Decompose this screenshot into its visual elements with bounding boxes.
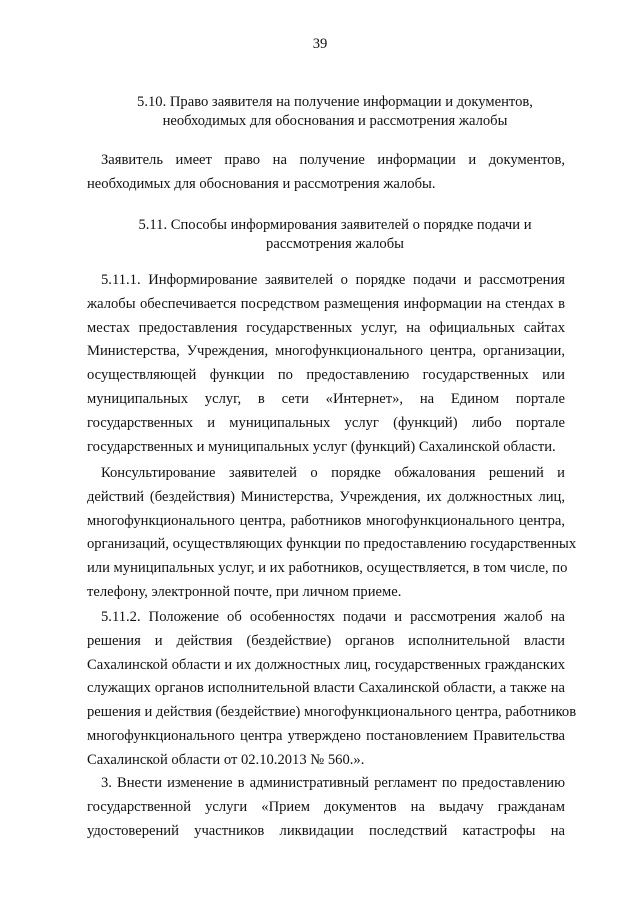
paragraph-line: государственной услуги «Прием документов на выдачу гражданам (87, 798, 565, 815)
paragraph-line: многофункционального центра, работников многофункционального центра, (87, 512, 565, 529)
paragraph-line: 5.11.1. Информирование заявителей о порядке подачи и рассмотрения (101, 272, 565, 288)
paragraph-line: Сахалинской области и их должностных лиц, государственных гражданских (87, 656, 565, 673)
paragraph-line: 5.11.2. Положение об особенностях подачи и рассмотрения жалоб на (101, 609, 565, 625)
paragraph-line: телефону, электронной почте, при личном приеме. (87, 583, 402, 600)
section-5-10-paragraph (87, 149, 565, 197)
heading-line: 5.10. Право заявителя на получение информации и документов, (137, 94, 533, 110)
consultation-paragraph (87, 462, 577, 605)
item-3-paragraph (87, 772, 565, 843)
section-5-11-1-paragraph (87, 269, 565, 459)
section-5-11-2-paragraph (87, 606, 577, 773)
paragraph-line: осуществляющей функции по предоставлению государственных или (87, 367, 565, 384)
heading-line: 5.11. Способы информирования заявителей о порядке подачи и (138, 217, 532, 233)
paragraph-line: решения и действия (бездействие) многофункционального центра, работников (87, 704, 577, 721)
paragraph-line: действий (бездействия) Министерства, Учреждения, их должностных лиц, (87, 488, 565, 505)
paragraph-line: удостоверений участников ликвидации последствий катастрофы на (87, 822, 565, 839)
paragraph-line: Сахалинской области от 02.10.2013 № 560.». (87, 751, 365, 768)
paragraph-line: государственных и муниципальных услуг (функций) либо портале (87, 414, 565, 431)
paragraph-line: 3. Внести изменение в административный регламент по предоставлению (101, 775, 565, 791)
paragraph-line: или муниципальных услуг, и их работников, осуществляется, в том числе, по (87, 560, 568, 577)
paragraph-line: Министерства, Учреждения, многофункционального центра, организации, (87, 343, 565, 360)
paragraph-line: Консультирование заявителей о порядке обжалования решений и (101, 465, 565, 481)
section-5-11-heading (100, 216, 570, 254)
paragraph-line: жалобы обеспечивается посредством размещения информации на стендах в (87, 295, 565, 312)
paragraph-line: государственных и муниципальных услуг (функций) Сахалинской области. (87, 438, 556, 455)
heading-line: рассмотрения жалобы (266, 236, 404, 252)
paragraph-line: муниципальных услуг, в сети «Интернет», на Едином портале (87, 390, 565, 407)
section-5-10-heading (100, 93, 570, 131)
paragraph-line: многофункционального центра утверждено постановлением Правительства (87, 727, 565, 744)
paragraph-line: Заявитель имеет право на получение информации и документов, (101, 152, 565, 168)
paragraph-line: организаций, осуществляющих функции по предоставлению государственных (87, 536, 577, 553)
paragraph-line: необходимых для обоснования и рассмотрения жалобы. (87, 175, 436, 192)
paragraph-line: решения и действия (бездействие) органов исполнительной власти (87, 632, 565, 649)
paragraph-line: местах предоставления государственных услуг, на официальных сайтах (87, 319, 565, 336)
heading-line: необходимых для обоснования и рассмотрения жалобы (162, 113, 508, 129)
paragraph-line: служащих органов исполнительной власти Сахалинской области, а также на (87, 680, 565, 697)
page-number: 39 (312, 36, 328, 52)
